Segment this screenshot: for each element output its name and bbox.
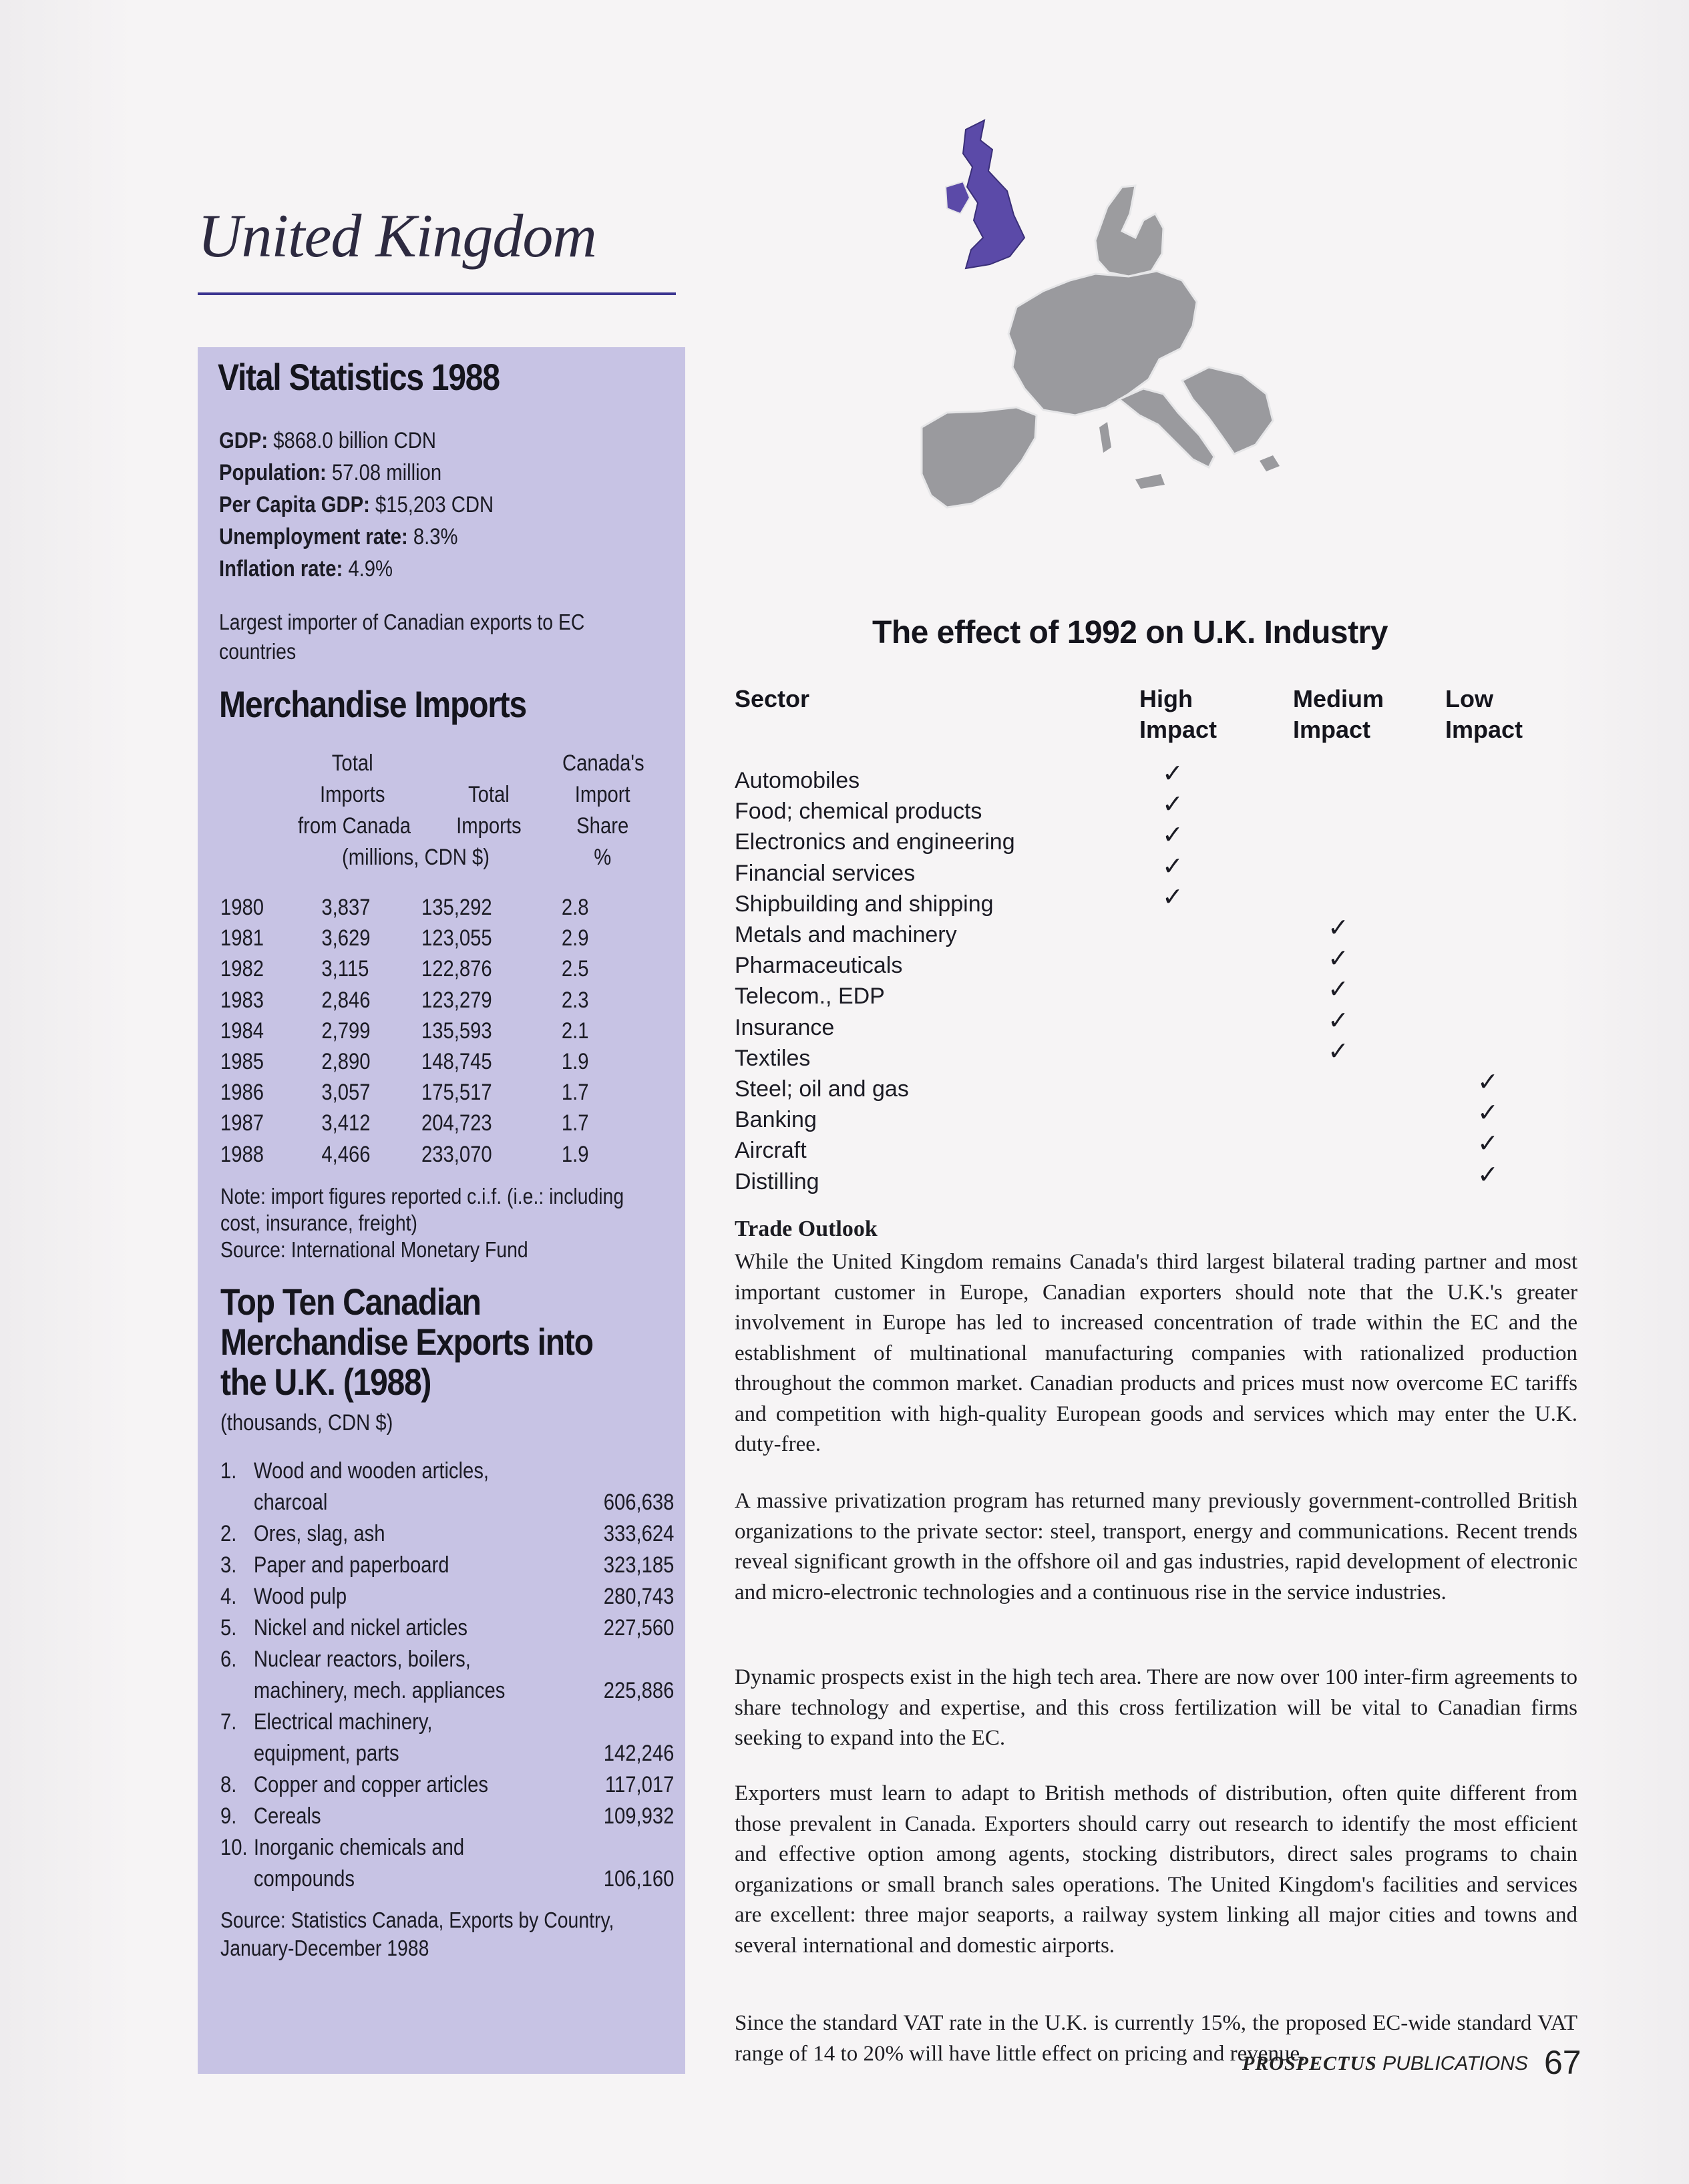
low-impact-header-line1: Low [1445, 685, 1493, 712]
imports-year: 1982 [220, 956, 264, 982]
imports-total: 123,279 [421, 987, 492, 1013]
export-value: 225,886 [603, 1678, 675, 1703]
export-label: Nuclear reactors, boilers, [253, 1647, 471, 1672]
high-impact-header-line1: High [1139, 685, 1193, 712]
col2-line2: Imports [456, 813, 522, 839]
imports-from-canada: 3,115 [321, 956, 369, 982]
imports-total: 135,593 [421, 1018, 492, 1044]
col3-line1: Canada's [562, 750, 644, 776]
per-capita-stat [219, 489, 494, 521]
col1-line2: Imports [319, 782, 385, 807]
largest-importer-note-1: Largest importer of Canadian exports to EC [219, 610, 585, 634]
imports-total: 135,292 [421, 895, 492, 920]
vital-statistics-heading: Vital Statistics 1988 [218, 356, 500, 398]
imports-source: Source: International Monetary Fund [220, 1237, 528, 1262]
exports-units: (thousands, CDN $) [220, 1410, 393, 1436]
imports-from-canada: 2,846 [321, 987, 371, 1013]
export-label: Paper and paperboard [253, 1552, 449, 1578]
imports-row [220, 925, 600, 956]
imports-from-canada: 3,412 [321, 1110, 371, 1136]
sector-label: Metals and machinery [735, 922, 957, 947]
imports-share: 2.3 [561, 987, 589, 1013]
imports-year: 1987 [220, 1110, 264, 1136]
unemployment-value: 8.3% [413, 524, 458, 550]
inflation-value: 4.9% [348, 556, 393, 582]
exports-source-2: January-December 1988 [220, 1936, 429, 1960]
sector-label: Shipbuilding and shipping [735, 891, 994, 917]
export-value: 606,638 [603, 1490, 675, 1515]
col1-line1: Total [331, 750, 373, 776]
imports-year: 1980 [220, 895, 264, 920]
export-label: Copper and copper articles [253, 1772, 488, 1797]
sector-label: Textiles [735, 1045, 811, 1071]
gdp-value: $868.0 billion CDN [273, 428, 437, 453]
export-label: Ores, slag, ash [253, 1521, 385, 1546]
publisher-logo-rest: PUBLICATIONS [1382, 2052, 1528, 2074]
imports-from-canada: 2,799 [321, 1018, 371, 1044]
inflation-label: Inflation rate: [219, 556, 343, 582]
export-rank: 2. [220, 1521, 237, 1546]
imports-from-canada: 4,466 [321, 1141, 371, 1167]
largest-importer-note-2: countries [219, 639, 297, 664]
export-item [220, 1456, 675, 1518]
export-item [220, 1801, 675, 1832]
europe-landmass [922, 186, 1280, 507]
export-rank: 7. [220, 1709, 237, 1735]
outlook-paragraph-5: Since the standard VAT rate in the U.K. is currently 15%, the proposed EC-wide standard VAT range of 14 to 20% will have little effect on pricing and revenue. [735, 2011, 1577, 2066]
imports-total: 148,745 [421, 1049, 492, 1074]
sector-label: Automobiles [735, 768, 860, 793]
col1-line3: from Canada [298, 813, 411, 839]
export-rank: 10. [220, 1835, 248, 1860]
col3-line4: % [594, 845, 612, 870]
sector-label: Distilling [735, 1168, 819, 1194]
imports-total: 122,876 [421, 956, 492, 982]
export-item [220, 1550, 675, 1581]
effect-table-title: The effect of 1992 on U.K. Industry [872, 615, 1388, 650]
high-impact-check-icon: ✓ [1162, 883, 1183, 911]
unemployment-label: Unemployment rate: [219, 524, 408, 550]
exports-heading-line1: Top Ten Canadian [220, 1281, 481, 1323]
imports-row [220, 895, 600, 925]
outlook-paragraph-1: While the United Kingdom remains Canada's third largest bilateral trading partner and most important customer in Europe, Canadian exporters should note that the U.K.'s greater involvement in Europe has led to increased concentration of trade within the EC and the establishment of multinational manufacturing companies with rationalized production throughout the common market. Canadian products and prices must now overcome EC tariffs and competition with high-quality European goods and services which may enter the U.K. duty-free. [735, 1250, 1577, 1456]
imports-row [220, 988, 600, 1018]
imports-row [220, 1080, 600, 1110]
outlook-paragraph-3: Dynamic prospects exist in the high tech area. There are now over 100 inter-firm agreements to share technology and expertise, and this cross fertilization will be vital to Canadian firms seeking to expand into the EC. [735, 1665, 1577, 1750]
sector-column-header: Sector [735, 685, 810, 712]
imports-share: 1.9 [561, 1049, 589, 1074]
imports-from-canada: 3,837 [321, 895, 371, 920]
europe-map [895, 114, 1402, 541]
imports-total: 233,070 [421, 1141, 492, 1167]
sector-label: Pharmaceuticals [735, 953, 903, 979]
low-impact-check-icon: ✓ [1477, 1160, 1499, 1189]
imports-year: 1981 [220, 925, 264, 951]
export-value: 142,246 [603, 1741, 675, 1766]
imports-row [220, 1110, 600, 1141]
imports-share: 2.5 [561, 956, 589, 982]
col3-line3: Share [576, 813, 629, 839]
low-impact-check-icon: ✓ [1477, 1099, 1499, 1128]
page-title: United Kingdom [198, 202, 596, 270]
export-label: Wood and wooden articles, [253, 1458, 490, 1484]
high-impact-check-icon: ✓ [1162, 760, 1183, 788]
high-impact-header-line2: Impact [1139, 716, 1217, 743]
title-rule [198, 292, 676, 295]
export-label: Nickel and nickel articles [253, 1615, 468, 1641]
imports-share: 2.9 [561, 925, 589, 951]
exports-heading [220, 1282, 593, 1402]
imports-year: 1988 [220, 1141, 264, 1167]
exports-source-1: Source: Statistics Canada, Exports by Country, [220, 1908, 614, 1932]
low-impact-header-line2: Impact [1445, 716, 1523, 743]
imports-total: 175,517 [421, 1080, 492, 1106]
high-impact-header [1139, 684, 1217, 745]
imports-share: 1.7 [561, 1110, 589, 1136]
export-value: 227,560 [603, 1615, 675, 1641]
export-item [220, 1769, 675, 1801]
high-impact-check-icon: ✓ [1162, 791, 1183, 819]
export-value: 109,932 [603, 1803, 675, 1829]
imports-share: 2.1 [561, 1018, 589, 1044]
export-label: Inorganic chemicals and [253, 1835, 465, 1860]
export-value: 323,185 [603, 1552, 675, 1578]
outlook-paragraph-2: A massive privatization program has returned many previously government-controlled British organizations to the private sector: steel, transport, energy and communications. Recent trends reveal significant growth in the offshore oil and gas industries, rapid development of electronic and micro-electronic technologies and a continuous rise in the service industries. [735, 1489, 1577, 1604]
imports-row [220, 956, 600, 987]
medium-impact-header-line2: Impact [1293, 716, 1371, 743]
sector-label: Aircraft [735, 1138, 807, 1164]
sector-label: Steel; oil and gas [735, 1076, 909, 1102]
sector-label: Insurance [735, 1014, 835, 1040]
medium-impact-check-icon: ✓ [1328, 975, 1349, 1004]
imports-from-canada: 3,629 [321, 925, 371, 951]
export-rank: 9. [220, 1803, 237, 1829]
export-label-cont: machinery, mech. appliances [253, 1678, 506, 1703]
export-item [220, 1612, 675, 1644]
export-rank: 6. [220, 1647, 237, 1672]
imports-units: (millions, CDN $) [342, 845, 490, 870]
imports-row [220, 1018, 600, 1049]
export-label-cont: charcoal [253, 1490, 328, 1515]
imports-total: 123,055 [421, 925, 492, 951]
per-capita-value: $15,203 CDN [375, 492, 494, 517]
medium-impact-header-line1: Medium [1293, 685, 1384, 712]
medium-impact-check-icon: ✓ [1328, 945, 1349, 973]
export-item [220, 1832, 675, 1895]
imports-share: 2.8 [561, 895, 589, 920]
sector-label: Telecom., EDP [735, 984, 885, 1010]
imports-from-canada: 3,057 [321, 1080, 371, 1106]
low-impact-check-icon: ✓ [1477, 1130, 1499, 1158]
outlook-paragraph-4: Exporters must learn to adapt to British methods of distribution, often quite different from those prevalent in Canada. Exporters should carry out research to identify the most efficient and effective option among agents, stocking distributors, direct sales programs to chain organizations or small branch sales operations. The United Kingdom's facilities and services are excellent: three major seaports, a railway system linking all major cities and towns and several international and domestic airports. [735, 1781, 1577, 1958]
export-rank: 5. [220, 1615, 237, 1641]
sector-label: Financial services [735, 860, 916, 886]
imports-year: 1983 [220, 987, 264, 1013]
medium-impact-header [1293, 684, 1384, 745]
export-value: 117,017 [604, 1772, 675, 1797]
export-label-cont: compounds [253, 1866, 355, 1892]
low-impact-check-icon: ✓ [1477, 1068, 1499, 1096]
imports-row [220, 1049, 600, 1080]
sector-label: Electronics and engineering [735, 829, 1015, 855]
export-label-cont: equipment, parts [253, 1741, 399, 1766]
sector-label: Banking [735, 1107, 817, 1133]
col2-line1: Total [468, 782, 510, 807]
population-value: 57.08 million [331, 460, 442, 485]
col-header-import-share [562, 748, 642, 873]
export-item [220, 1707, 675, 1769]
per-capita-label: Per Capita GDP: [219, 492, 370, 517]
export-rank: 3. [220, 1552, 237, 1578]
great-britain-shape [963, 120, 1024, 268]
trade-outlook-heading: Trade Outlook [735, 1217, 878, 1241]
export-value: 333,624 [603, 1521, 675, 1546]
imports-row [220, 1142, 600, 1172]
medium-impact-check-icon: ✓ [1328, 1037, 1349, 1066]
export-item [220, 1518, 675, 1550]
export-label: Wood pulp [253, 1584, 347, 1609]
page-number: 67 [1544, 2044, 1581, 2081]
population-label: Population: [219, 460, 327, 485]
col-header-imports-canada [298, 748, 411, 842]
low-impact-header [1445, 684, 1523, 745]
gdp-stat [219, 425, 436, 457]
imports-total: 204,723 [421, 1110, 492, 1136]
high-impact-check-icon: ✓ [1162, 821, 1183, 850]
exports-heading-line2: Merchandise Exports into [220, 1321, 593, 1363]
imports-from-canada: 2,890 [321, 1049, 371, 1074]
export-label: Electrical machinery, [253, 1709, 433, 1735]
publisher-logo-bold: PROSPECTUS [1242, 2052, 1377, 2074]
ireland-shape [946, 182, 970, 214]
export-value: 280,743 [603, 1584, 675, 1609]
imports-note-1: Note: import figures reported c.i.f. (i.e.: including [220, 1184, 624, 1209]
merchandise-imports-heading: Merchandise Imports [219, 683, 526, 725]
export-rank: 4. [220, 1584, 237, 1609]
medium-impact-check-icon: ✓ [1328, 1006, 1349, 1035]
inflation-stat [219, 553, 393, 585]
col-header-total-imports [451, 779, 526, 842]
publisher-logo [1242, 2052, 1528, 2075]
imports-year: 1985 [220, 1049, 264, 1074]
imports-year: 1986 [220, 1080, 264, 1106]
unemployment-stat [219, 521, 457, 553]
high-impact-check-icon: ✓ [1162, 852, 1183, 881]
sector-label: Food; chemical products [735, 799, 982, 825]
export-rank: 1. [220, 1458, 237, 1484]
population-stat [219, 457, 441, 489]
export-item [220, 1581, 675, 1612]
exports-heading-line3: the U.K. (1988) [220, 1361, 431, 1403]
imports-year: 1984 [220, 1018, 264, 1044]
col3-line2: Import [574, 782, 630, 807]
imports-note-2: cost, insurance, freight) [220, 1211, 417, 1235]
export-item [220, 1644, 675, 1707]
imports-share: 1.7 [561, 1080, 589, 1106]
gdp-label: GDP: [219, 428, 268, 453]
export-label: Cereals [253, 1803, 321, 1829]
export-rank: 8. [220, 1772, 237, 1797]
export-value: 106,160 [603, 1866, 675, 1892]
medium-impact-check-icon: ✓ [1328, 914, 1349, 942]
imports-share: 1.9 [561, 1141, 589, 1167]
